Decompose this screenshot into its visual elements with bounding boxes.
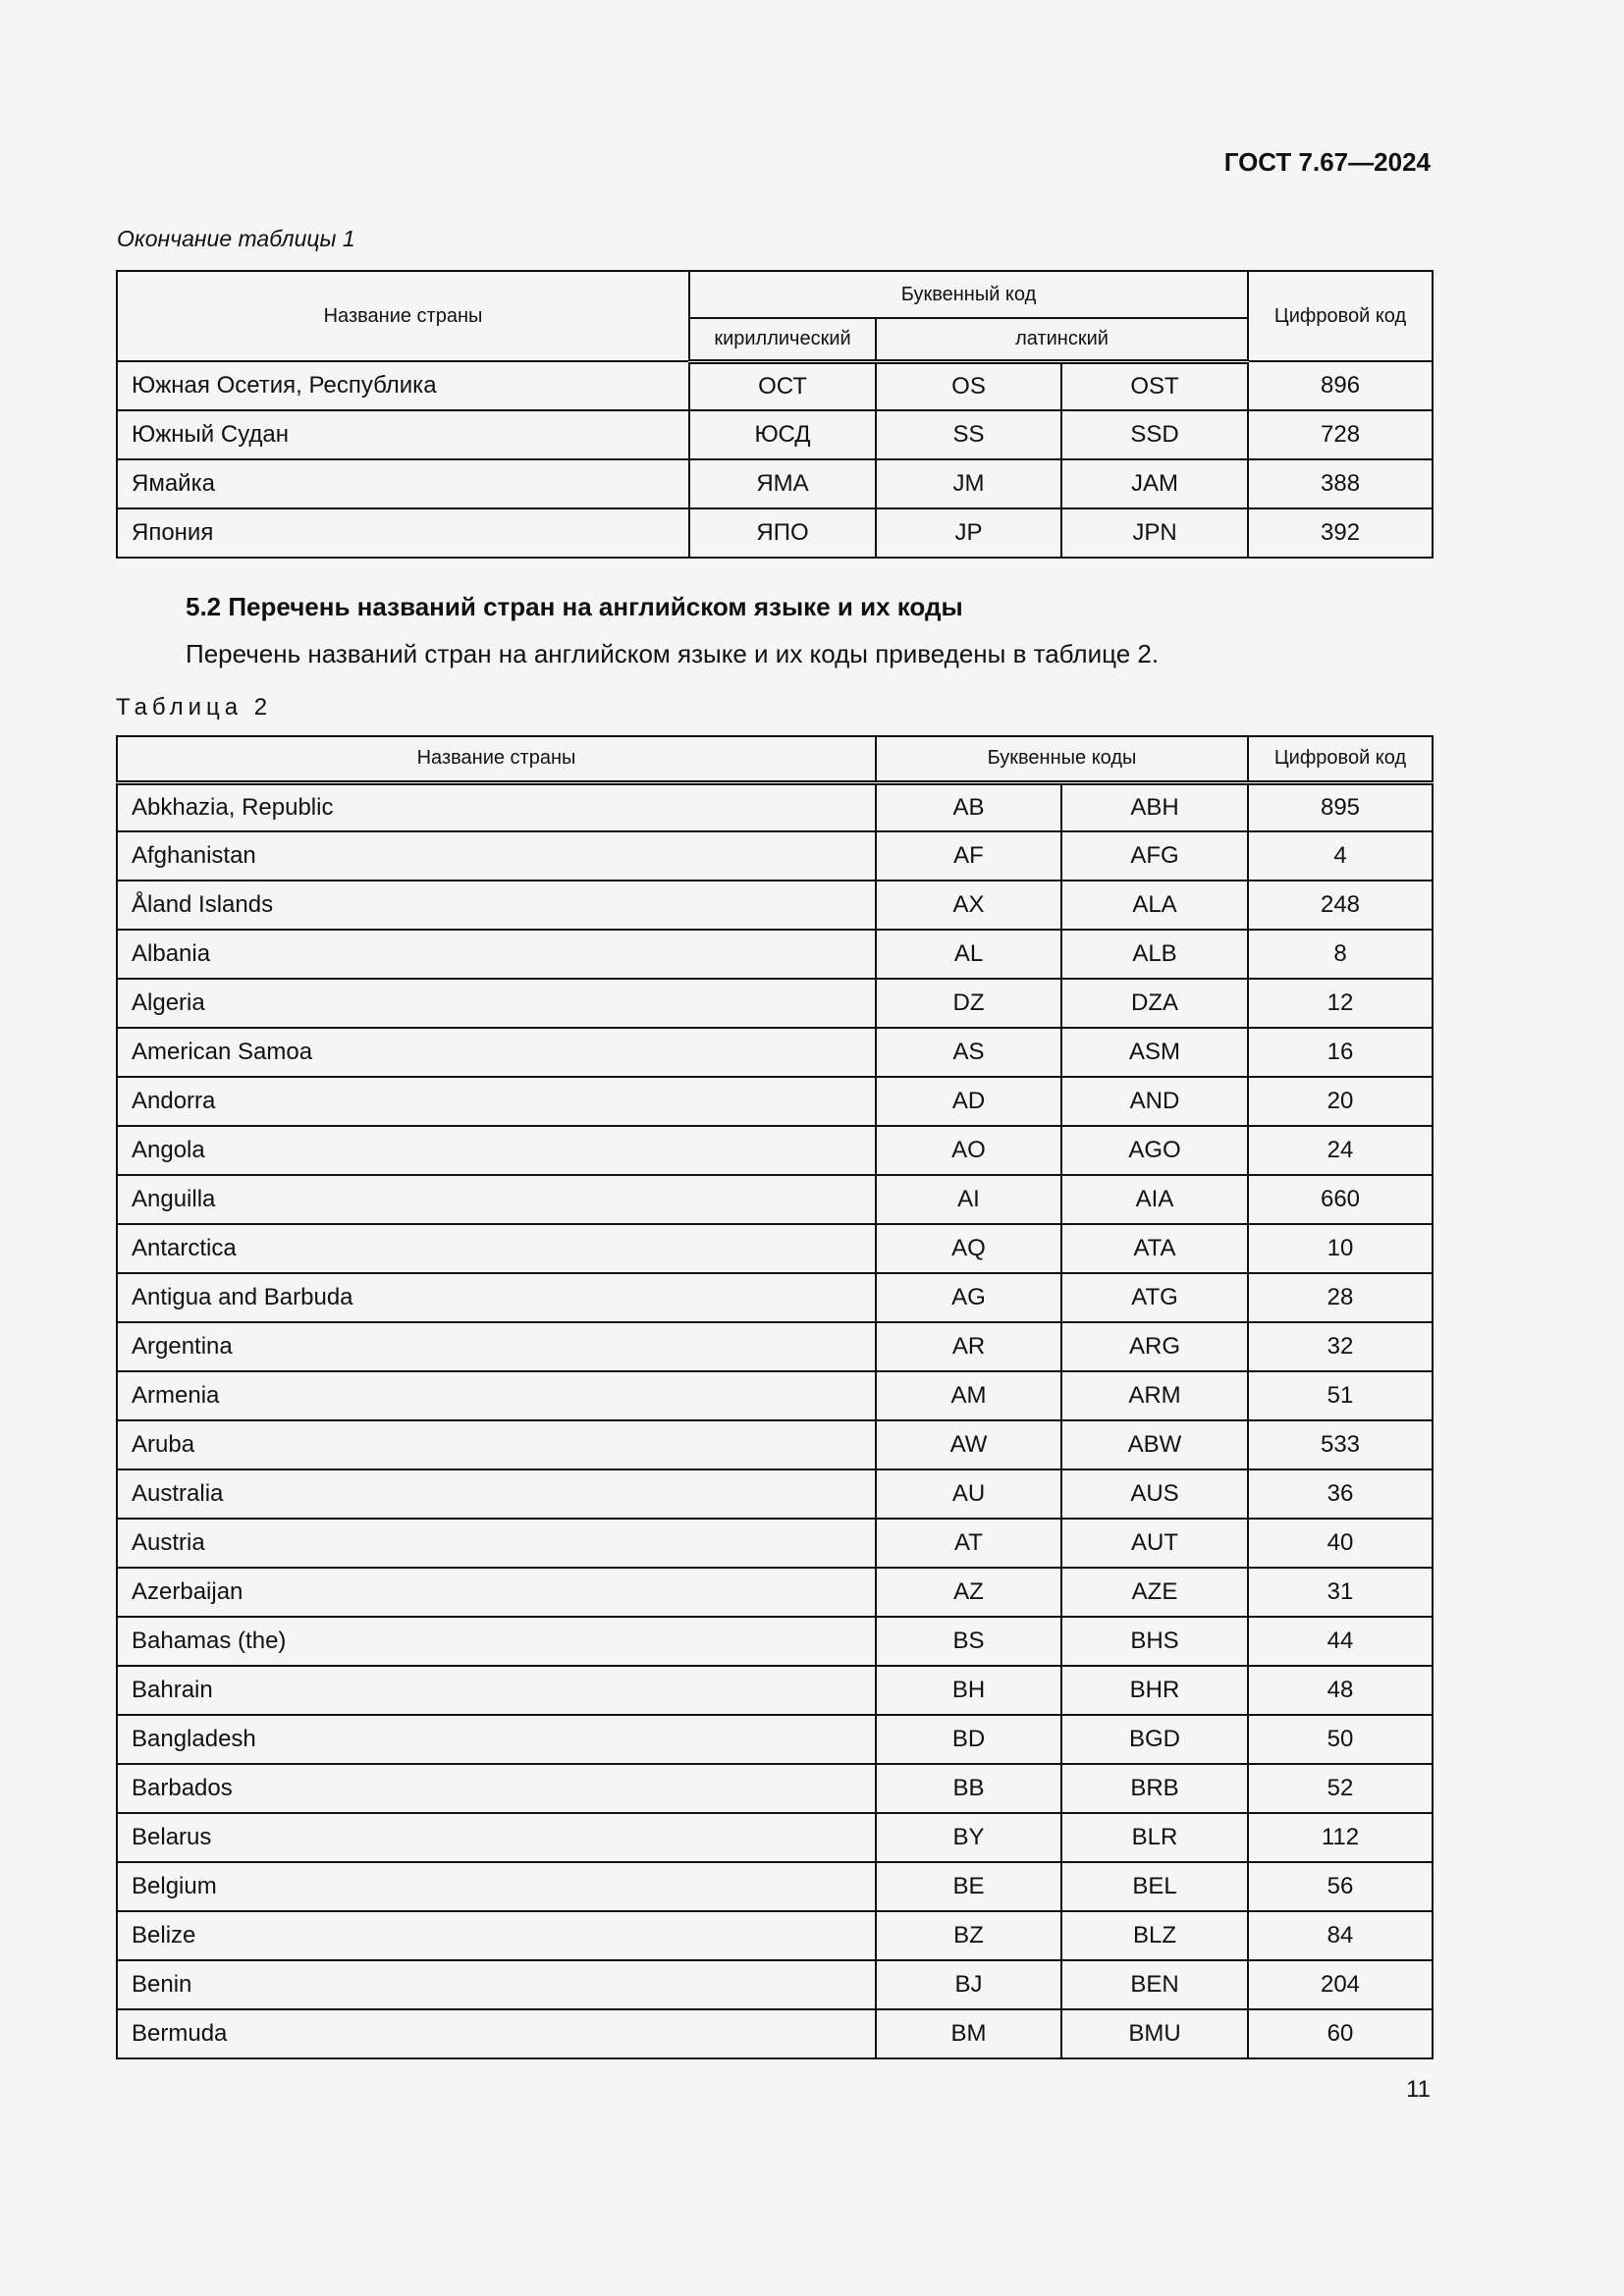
- digit-code: 392: [1248, 508, 1433, 558]
- table-row: [117, 1175, 1433, 1224]
- country-name: Abkhazia, Republic: [117, 782, 876, 831]
- alpha3-code: BEN: [1061, 1960, 1248, 2009]
- alpha2-code: AB: [876, 782, 1061, 831]
- alpha2-code: AS: [876, 1028, 1061, 1077]
- table-row: [117, 979, 1433, 1028]
- country-name: Antarctica: [117, 1224, 876, 1273]
- digit-code: 31: [1248, 1568, 1433, 1617]
- table-row: [117, 1960, 1433, 2009]
- digit-code: 50: [1248, 1715, 1433, 1764]
- alpha3-code: AIA: [1061, 1175, 1248, 1224]
- alpha2-code: AW: [876, 1420, 1061, 1469]
- table-row: [117, 410, 1433, 459]
- table-row: [117, 1519, 1433, 1568]
- country-name: Belize: [117, 1911, 876, 1960]
- alpha3-code: BLZ: [1061, 1911, 1248, 1960]
- table1: [116, 270, 1434, 559]
- table-row: [117, 361, 1433, 410]
- country-name: Åland Islands: [117, 881, 876, 930]
- alpha3-code: BEL: [1061, 1862, 1248, 1911]
- table-row: [117, 1077, 1433, 1126]
- digit-code: 32: [1248, 1322, 1433, 1371]
- country-name: Bahrain: [117, 1666, 876, 1715]
- table-row: [117, 1666, 1433, 1715]
- country-name: Argentina: [117, 1322, 876, 1371]
- country-name: Angola: [117, 1126, 876, 1175]
- table-row: [117, 881, 1433, 930]
- alpha3-code: ASM: [1061, 1028, 1248, 1077]
- alpha3-code: ALA: [1061, 881, 1248, 930]
- alpha2-code: AO: [876, 1126, 1061, 1175]
- latin-code-3: OST: [1061, 361, 1248, 410]
- table2: [116, 735, 1434, 2059]
- digit-code: 248: [1248, 881, 1433, 930]
- latin-code-2: JM: [876, 459, 1061, 508]
- table2-header-name: Название страны: [117, 736, 876, 782]
- digit-code: 28: [1248, 1273, 1433, 1322]
- section-paragraph: Перечень названий стран на английском языке и их коды приведены в таблице 2.: [186, 639, 1160, 668]
- latin-code-2: JP: [876, 508, 1061, 558]
- digit-code: 40: [1248, 1519, 1433, 1568]
- country-name: Armenia: [117, 1371, 876, 1420]
- alpha2-code: AD: [876, 1077, 1061, 1126]
- table1-caption: Окончание таблицы 1: [117, 226, 355, 251]
- alpha2-code: AG: [876, 1273, 1061, 1322]
- alpha3-code: ATA: [1061, 1224, 1248, 1273]
- alpha2-code: BZ: [876, 1911, 1061, 1960]
- digit-code: 895: [1248, 782, 1433, 831]
- digit-code: 24: [1248, 1126, 1433, 1175]
- page-number: 11: [1406, 2076, 1431, 2103]
- cyrillic-code: ОСТ: [689, 361, 876, 410]
- alpha3-code: BLR: [1061, 1813, 1248, 1862]
- alpha3-code: ATG: [1061, 1273, 1248, 1322]
- alpha2-code: AF: [876, 831, 1061, 881]
- digit-code: 112: [1248, 1813, 1433, 1862]
- alpha3-code: BGD: [1061, 1715, 1248, 1764]
- alpha2-code: BM: [876, 2009, 1061, 2058]
- table1-header-name: Название страны: [117, 271, 689, 361]
- alpha3-code: ALB: [1061, 930, 1248, 979]
- country-name: Южная Осетия, Республика: [117, 361, 689, 410]
- digit-code: 84: [1248, 1911, 1433, 1960]
- table-row: [117, 508, 1433, 558]
- alpha3-code: AFG: [1061, 831, 1248, 881]
- table-row: [117, 1273, 1433, 1322]
- alpha3-code: ABH: [1061, 782, 1248, 831]
- digit-code: 533: [1248, 1420, 1433, 1469]
- alpha2-code: AQ: [876, 1224, 1061, 1273]
- country-name: Anguilla: [117, 1175, 876, 1224]
- latin-code-3: JPN: [1061, 508, 1248, 558]
- table-row: [117, 1715, 1433, 1764]
- alpha2-code: BJ: [876, 1960, 1061, 2009]
- digit-code: 896: [1248, 361, 1433, 410]
- alpha3-code: BMU: [1061, 2009, 1248, 2058]
- alpha2-code: AR: [876, 1322, 1061, 1371]
- alpha3-code: AND: [1061, 1077, 1248, 1126]
- digit-code: 44: [1248, 1617, 1433, 1666]
- digit-code: 52: [1248, 1764, 1433, 1813]
- digit-code: 36: [1248, 1469, 1433, 1519]
- alpha2-code: AI: [876, 1175, 1061, 1224]
- digit-code: 12: [1248, 979, 1433, 1028]
- table-row: [117, 1617, 1433, 1666]
- latin-code-2: SS: [876, 410, 1061, 459]
- table1-header-letter-code: Буквенный код: [689, 271, 1248, 318]
- alpha3-code: AUS: [1061, 1469, 1248, 1519]
- table-row: [117, 1568, 1433, 1617]
- country-name: Bangladesh: [117, 1715, 876, 1764]
- country-name: Bermuda: [117, 2009, 876, 2058]
- alpha2-code: BY: [876, 1813, 1061, 1862]
- table2-header-digit-code: Цифровой код: [1248, 736, 1433, 782]
- table-row: [117, 930, 1433, 979]
- table-row: [117, 1420, 1433, 1469]
- cyrillic-code: ЮСД: [689, 410, 876, 459]
- table2-header-letter-codes: Буквенные коды: [876, 736, 1248, 782]
- table1-header-cyrillic: кириллический: [689, 318, 876, 361]
- table-row: [117, 1813, 1433, 1862]
- alpha3-code: ABW: [1061, 1420, 1248, 1469]
- country-name: Belgium: [117, 1862, 876, 1911]
- table2-caption: Таблица 2: [116, 694, 273, 721]
- table-row: [117, 1028, 1433, 1077]
- table-row: [117, 831, 1433, 881]
- country-name: Barbados: [117, 1764, 876, 1813]
- table-row: [117, 1764, 1433, 1813]
- country-name: Bahamas (the): [117, 1617, 876, 1666]
- alpha2-code: BB: [876, 1764, 1061, 1813]
- document-code: ГОСТ 7.67—2024: [1223, 147, 1431, 177]
- alpha3-code: AGO: [1061, 1126, 1248, 1175]
- latin-code-2: OS: [876, 361, 1061, 410]
- country-name: Australia: [117, 1469, 876, 1519]
- alpha3-code: DZA: [1061, 979, 1248, 1028]
- alpha2-code: DZ: [876, 979, 1061, 1028]
- digit-code: 10: [1248, 1224, 1433, 1273]
- digit-code: 48: [1248, 1666, 1433, 1715]
- digit-code: 51: [1248, 1371, 1433, 1420]
- country-name: Япония: [117, 508, 689, 558]
- table-row: [117, 459, 1433, 508]
- alpha2-code: BD: [876, 1715, 1061, 1764]
- table-row: [117, 2009, 1433, 2058]
- digit-code: 56: [1248, 1862, 1433, 1911]
- country-name: Austria: [117, 1519, 876, 1568]
- table-row: [117, 1224, 1433, 1273]
- country-name: Antigua and Barbuda: [117, 1273, 876, 1322]
- country-name: Aruba: [117, 1420, 876, 1469]
- cyrillic-code: ЯМА: [689, 459, 876, 508]
- digit-code: 4: [1248, 831, 1433, 881]
- country-name: Albania: [117, 930, 876, 979]
- alpha3-code: ARM: [1061, 1371, 1248, 1420]
- cyrillic-code: ЯПО: [689, 508, 876, 558]
- table-row: [117, 1862, 1433, 1911]
- latin-code-3: SSD: [1061, 410, 1248, 459]
- table1-header-latin: латинский: [876, 318, 1248, 361]
- alpha3-code: BHR: [1061, 1666, 1248, 1715]
- country-name: Benin: [117, 1960, 876, 2009]
- latin-code-3: JAM: [1061, 459, 1248, 508]
- country-name: Belarus: [117, 1813, 876, 1862]
- alpha3-code: ARG: [1061, 1322, 1248, 1371]
- table-row: [117, 1322, 1433, 1371]
- alpha3-code: BRB: [1061, 1764, 1248, 1813]
- table-row: [117, 1469, 1433, 1519]
- alpha2-code: BE: [876, 1862, 1061, 1911]
- alpha3-code: BHS: [1061, 1617, 1248, 1666]
- country-name: Южный Судан: [117, 410, 689, 459]
- alpha3-code: AUT: [1061, 1519, 1248, 1568]
- alpha2-code: BH: [876, 1666, 1061, 1715]
- country-name: Azerbaijan: [117, 1568, 876, 1617]
- digit-code: 660: [1248, 1175, 1433, 1224]
- table-row: [117, 1126, 1433, 1175]
- alpha2-code: BS: [876, 1617, 1061, 1666]
- table-row: [117, 782, 1433, 831]
- digit-code: 20: [1248, 1077, 1433, 1126]
- country-name: Ямайка: [117, 459, 689, 508]
- alpha2-code: AT: [876, 1519, 1061, 1568]
- digit-code: 388: [1248, 459, 1433, 508]
- alpha2-code: AU: [876, 1469, 1061, 1519]
- alpha2-code: AX: [876, 881, 1061, 930]
- alpha2-code: AL: [876, 930, 1061, 979]
- digit-code: 204: [1248, 1960, 1433, 2009]
- digit-code: 60: [1248, 2009, 1433, 2058]
- section-heading: 5.2 Перечень названий стран на английском языке и их коды: [186, 592, 963, 621]
- country-name: Algeria: [117, 979, 876, 1028]
- digit-code: 8: [1248, 930, 1433, 979]
- table1-header-digit-code: Цифровой код: [1248, 271, 1433, 361]
- alpha2-code: AM: [876, 1371, 1061, 1420]
- country-name: American Samoa: [117, 1028, 876, 1077]
- country-name: Andorra: [117, 1077, 876, 1126]
- alpha2-code: AZ: [876, 1568, 1061, 1617]
- country-name: Afghanistan: [117, 831, 876, 881]
- digit-code: 728: [1248, 410, 1433, 459]
- table-row: [117, 1371, 1433, 1420]
- alpha3-code: AZE: [1061, 1568, 1248, 1617]
- digit-code: 16: [1248, 1028, 1433, 1077]
- table-row: [117, 1911, 1433, 1960]
